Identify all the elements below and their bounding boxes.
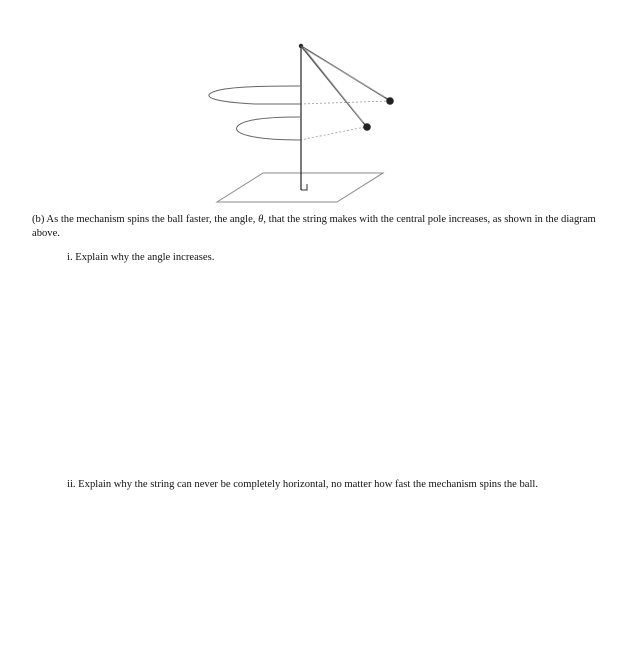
ball-upper xyxy=(386,97,394,105)
conical-pendulum-diagram xyxy=(195,30,425,210)
theta-symbol: θ xyxy=(258,214,264,225)
part-b-tail: , that the string makes with the central pole increases, as shown in the diagram above. xyxy=(32,214,596,239)
question-part-b-ii: ii. Explain why the string can never be completely horizontal, no matter how fast the mechanism spins the ball. xyxy=(67,479,539,490)
question-part-b-i: i. Explain why the angle increases. xyxy=(67,252,215,263)
ball-lower xyxy=(363,123,371,131)
question-part-b xyxy=(32,213,598,241)
part-b-lead: (b) As the mechanism spins the ball faster, the angle, xyxy=(32,214,259,225)
